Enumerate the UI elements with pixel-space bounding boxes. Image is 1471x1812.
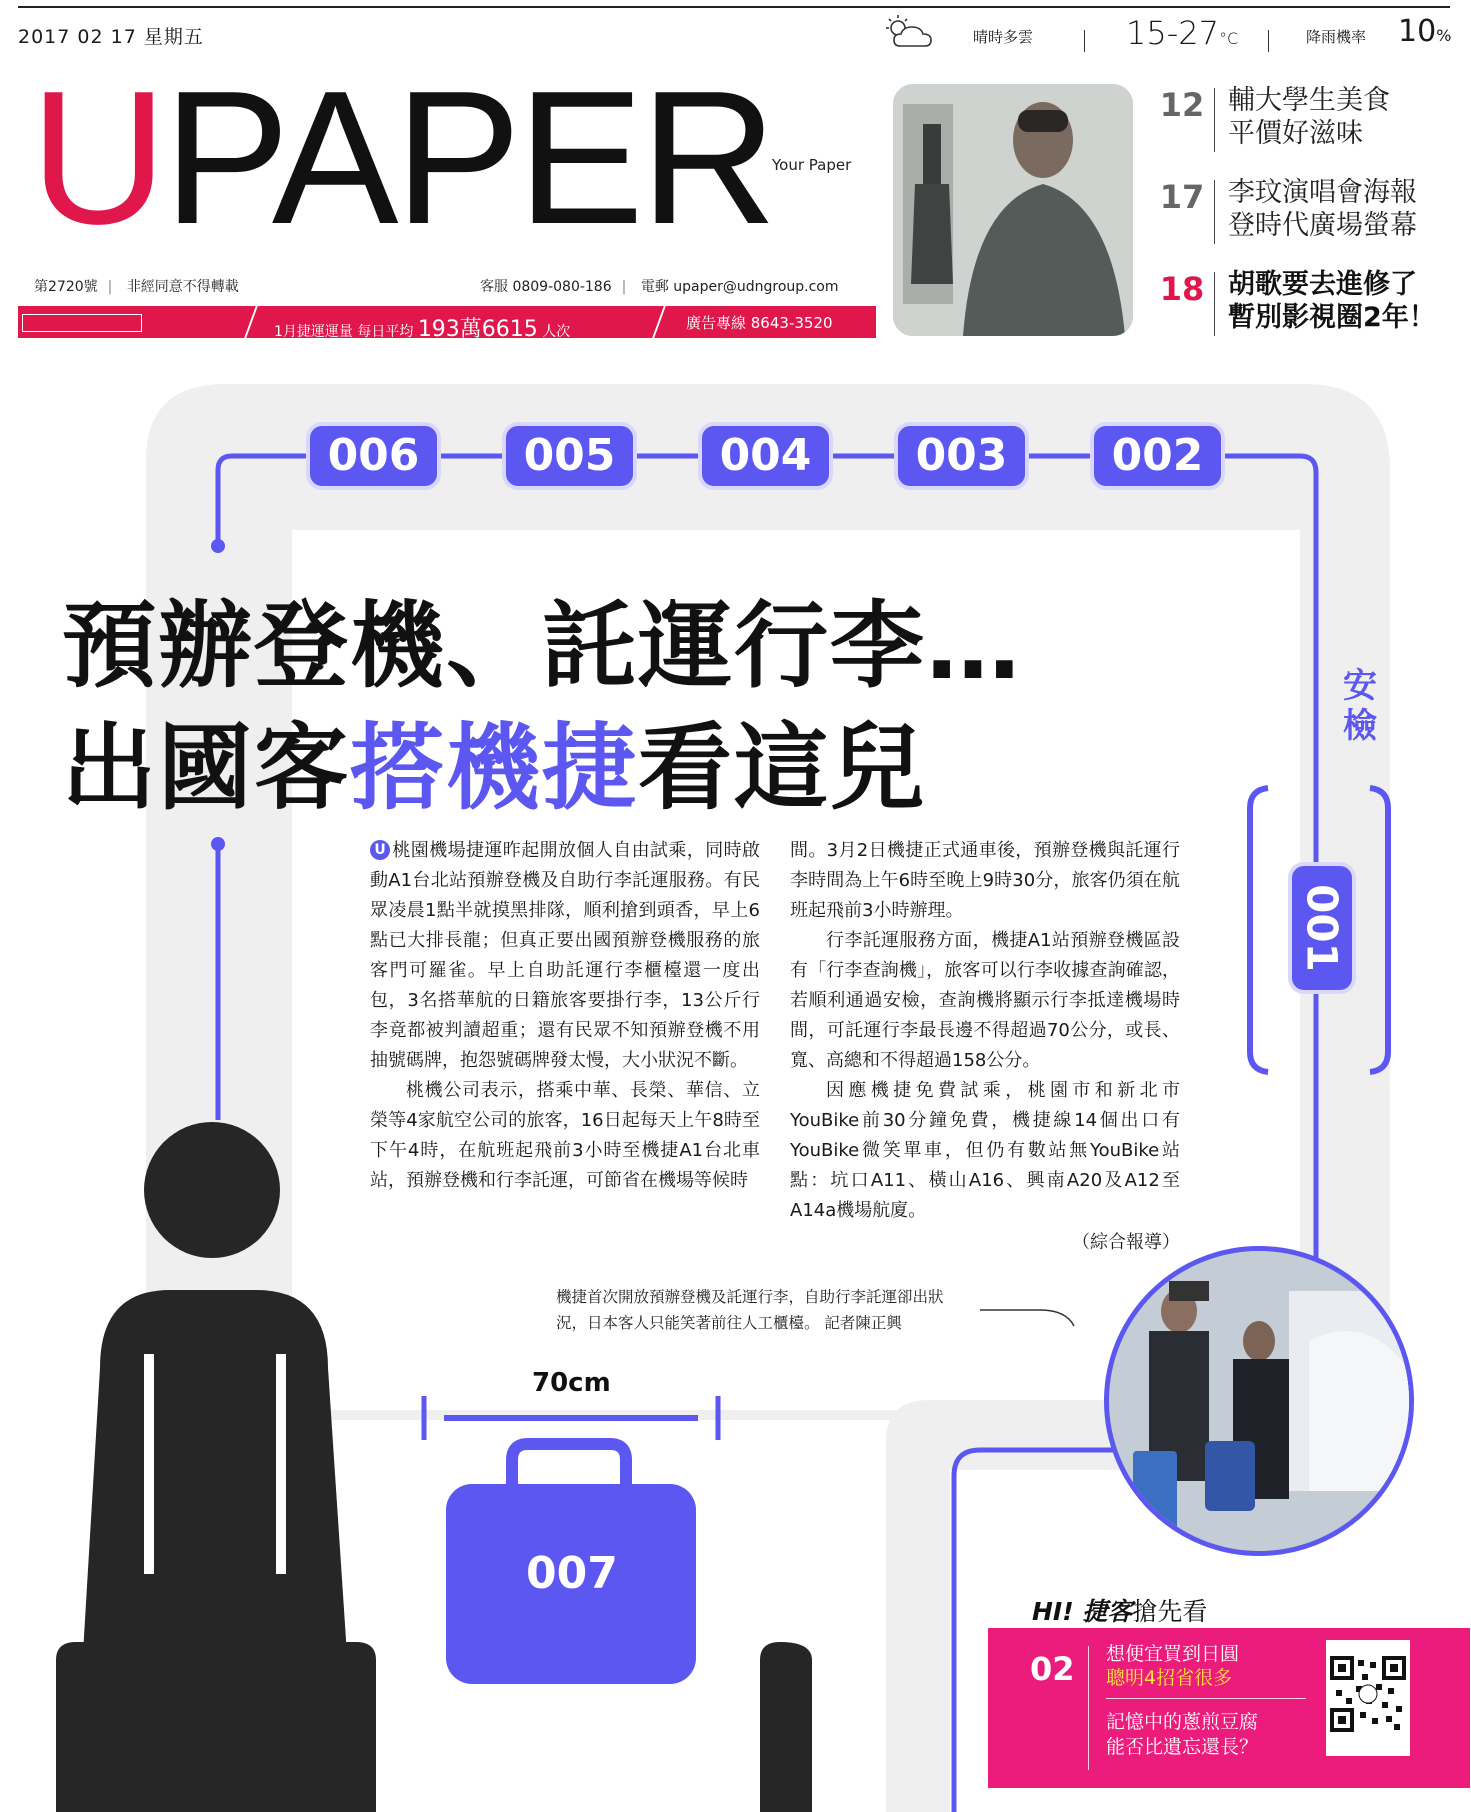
article-paragraph: 行李託運服務方面，機捷A1站預辦登機區設有「行李查詢機」，旅客可以行李收據查詢確認，若順利通過安檢，查詢機將顯示行李抵達機場時間，可託運行李最長邊不得超過70公分，或長、寬、高總和不得超過158公分。 <box>790 930 1180 1071</box>
headline-text: 李玟演唱會海報 登時代廣場螢幕 <box>1228 177 1417 241</box>
tagline: Your Paper <box>772 156 852 174</box>
station-005: 005 <box>502 422 637 490</box>
article-column-1 <box>370 836 760 1196</box>
service-email: 電郵 upaper@udngroup.com <box>640 279 839 295</box>
station-006: 006 <box>306 422 441 490</box>
top-rule <box>18 6 1450 8</box>
contact-line: 客服 0809-080-186 | 電郵 upaper@udngroup.com <box>480 279 839 295</box>
service-hours: am 6 :00- pm9:30 <box>458 1708 736 1741</box>
service-phone: 客服 0809-080-186 <box>480 279 612 295</box>
station-003: 003 <box>894 422 1029 490</box>
main-headline <box>62 586 1022 830</box>
page-number: 12 <box>1159 86 1205 124</box>
promo-item-1[interactable]: 想便宜買到日圓 聰明4招省很多 <box>1106 1643 1240 1689</box>
byline: （綜合報導） <box>1072 1232 1180 1253</box>
weather-text: 晴時多雲 <box>973 28 1034 46</box>
cover-photo <box>893 84 1133 336</box>
copyright-notice: 非經同意不得轉載 <box>126 279 239 295</box>
promo-item-2[interactable]: 記憶中的蔥煎豆腐 能否比遺忘還長？ <box>1106 1711 1259 1758</box>
article-paragraph: 間。3月2日機捷正式通車後，預辦登機與託運行李時間為上午6時至晚上9時30分，旅客仍須在航班起飛前3小時辦理。 <box>790 840 1180 921</box>
news-photo <box>1104 1246 1414 1556</box>
security-label: 安檢 <box>1343 666 1377 746</box>
upaper-badge-icon: U <box>370 840 390 860</box>
article-paragraph: 因應機捷免費試乘，桃園市和新北市YouBike前30分鐘免費，機捷線14個出口有YouBike微笑單車，但仍有數站無YouBike站點：坑口A11、橫山A16、興南A20及A12至A14a機場航廈。 <box>790 1080 1180 1221</box>
qr-code-icon[interactable] <box>1326 1640 1410 1756</box>
headline-item[interactable] <box>1158 82 1458 174</box>
headline-item[interactable] <box>1158 174 1458 266</box>
headline-item[interactable] <box>1158 266 1458 358</box>
station-002: 002 <box>1090 422 1225 490</box>
article-paragraph: 桃機公司表示，搭乘中華、長榮、華信、立榮等4家航空公司的旅客，16日起每天上午8時至下午4時，在航班起飛前3小時至機捷A1台北車站，預辦登機和行李託運，可節省在機場等候時 <box>370 1080 760 1191</box>
headline-index <box>1158 82 1458 358</box>
barcode-icon <box>22 314 142 332</box>
partly-cloudy-icon <box>882 14 938 50</box>
station-007: 007 <box>526 1548 618 1599</box>
dimension-label: 70cm <box>532 1368 611 1398</box>
photo-caption: 機捷首次開放預辦登機及託運行李，自助行李託運卻出狀況，日本客人只能笑著前往人工櫃檯。 記者陳正興 <box>556 1288 944 1332</box>
issue-number: 第2720號 <box>34 279 98 295</box>
article-paragraph: U 桃園機場捷運昨起開放個人自由試乘，同時啟動A1台北站預辦登機及自助行李託運服務。有民眾凌晨1點半就摸黑排隊，順利搶到頭香，早上6點已大排長龍；但真正要出國預辦登機服務的旅客門可羅雀。早上自助託運行李櫃檯還一度出包，3名搭華航的日籍旅客要掛行李，13公斤行李竟都被判讀超重；還有民眾不知預辦登機不用抽號碼牌，抱怨號碼牌發太慢，大小狀況不斷。 <box>370 840 760 1071</box>
ridership-bar <box>18 306 876 342</box>
promo-title: HI! 捷客搶先看 <box>1032 1597 1208 1626</box>
headline-line-2: 出國客搭機捷看這兒 <box>62 714 927 823</box>
headline-line-1: 預辦登機、託運行李… <box>62 592 1023 701</box>
station-001: 001 <box>1288 862 1356 994</box>
temperature: 15-27°C <box>1126 14 1239 52</box>
ridership-stat: 1月捷運運量 每日平均 193萬6615 人次 <box>274 317 571 342</box>
article-column-2 <box>790 836 1180 1258</box>
page-number: 17 <box>1159 178 1205 216</box>
rain-label: 降雨機率 <box>1306 28 1367 46</box>
ad-hotline: 廣告專線 8643-3520 <box>686 314 833 332</box>
weather-divider <box>1084 30 1085 52</box>
rain-value: 10% <box>1398 14 1452 49</box>
headline-text: 輔大學生美食 平價好滋味 <box>1228 85 1390 149</box>
weather-divider <box>1268 30 1269 52</box>
promo-number: 02 <box>1030 1650 1075 1688</box>
promo-box[interactable] <box>988 1628 1470 1788</box>
station-004: 004 <box>698 422 833 490</box>
info-line: 第2720號 | 非經同意不得轉載 <box>34 279 239 295</box>
headline-text: 胡歌要去進修了 暫別影視圈2年！ <box>1228 269 1436 333</box>
upaper-logo: UPAPER <box>30 52 774 264</box>
issue-date: 2017 02 17 星期五 <box>18 26 204 48</box>
page-number: 18 <box>1159 270 1205 308</box>
